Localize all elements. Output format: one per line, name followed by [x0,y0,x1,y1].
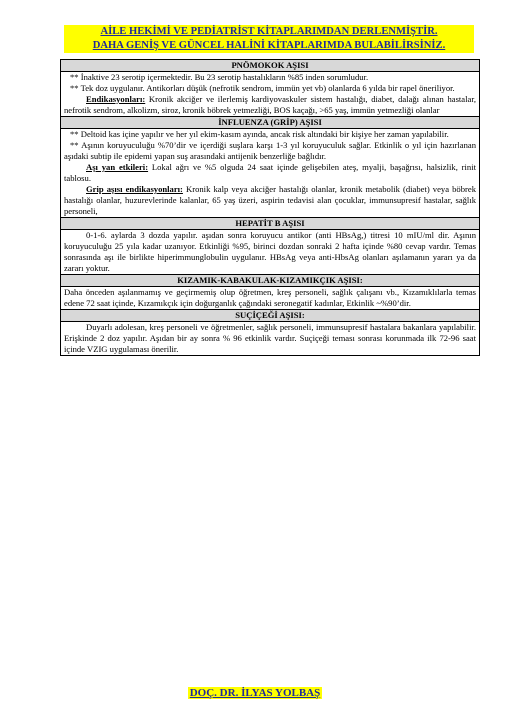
pnomokok-indications-label: Endikasyonları: [86,94,146,104]
section-title-hepatit: HEPATİT B AŞISI [61,217,479,230]
influenza-paragraph-2: ** Aşının koruyuculuğu %70’dir ve içerdiği suşlara karşı 1-3 yıl koruyuculuk sağlar. Etkinlik o yıl için hazırlanan aşıdaki subtip ile epidemi yapan suş arasındaki antijenik benzerliğe bağlıdır. [64,140,476,161]
pnomokok-paragraph-2: ** Tek doz uygulanır. Antikorları düşük (nefrotik sendrom, immün yet vb) olanlarda 6 yılda bir rapel öneriliyor. [70,83,455,93]
section-title-influenza: İNFLUENZA (GRİP) AŞISI [61,116,479,129]
banner-line-1: AİLE HEKİMİ VE PEDİATRİST KİTAPLARIMDAN DERLENMİŞTİR. [100,26,438,37]
influenza-indications-label: Grip aşısı endikasyonları: [86,184,183,194]
hepatit-paragraph-1: 0-1-6. aylarda 3 dozda yapılır. aşıdan sonra koruyucu antikor (anti HBsAg,) titresi 10 mIU/ml dir. Aşının koruyuculuğu 25 yıla kadar uzanıyor. Etkinliği %95, birinci dozdan sonraki 2 hafta içinde %80 cevap vardır. Temas sonrasında aşı ile birlikte hiperimmunglobulin uygulanır. HBsAg veya anti-HbsAg olanları aşılamanın yararı ya da zararı yoktur. [64,230,476,273]
influenza-indications-text: Kronik kalp veya akciğer hastalığı olanlar, kronik metabolik (diabet) veya böbrek hastalığı olanlar, huzurevlerinde kalanlar, 65 yaş üzeri, aspirin tedavisi alan çocuklar, immunsupresif hastalar, sağlık personeli, [64,184,476,216]
influenza-indications [61,184,479,217]
pnomokok-paragraph-1: ** İnaktive 23 serotip içermektedir. Bu 23 serotip hastalıkların %85 inden sorumludur. [70,72,369,82]
header-banner [64,25,474,53]
pnomokok-indications [61,94,479,116]
influenza-side-effects-label: Aşı yan etkileri: [86,162,149,172]
section-title-sucicegi: SUÇİÇEĞİ AŞISI: [61,309,479,322]
kizamik-paragraph-1: Daha önceden aşılanmamış ve geçirmemiş olup öğretmen, kreş personeli, sağlık çalışanı vb., Kızamıklılarla temas edene 72 saat içinde, Kızamıkçık için doğurganlık çağındaki seronegatif kadınlar, Etkinlik ~%90’dir. [64,287,476,308]
pnomokok-indications-text: Kronik akciğer ve ilerlemiş kardiyovaskuler sistem hastalığı, diabet, dalağı alınan hastalar, nefrotik sendrom, alkolizm, siroz, kronik böbrek yetmezliği, BOS kaçağı, >65 yaş, immün yetmezliği olanlar [64,94,476,115]
section-title-pnomokok: PNÖMOKOK AŞISI [61,60,479,72]
influenza-side-effects-text: Lokal ağrı ve %5 olguda 24 saat içinde gelişebilen ateş, myalji, başağrısı, halsizlik, rinit tablosu. [64,162,476,183]
footer [0,683,510,701]
banner-line-2: DAHA GENİŞ VE GÜNCEL HALİNİ KİTAPLARIMDA BULABİLİRSİNİZ. [92,40,446,51]
influenza-paragraph-1: ** Deltoid kas içine yapılır ve her yıl ekim-kasım ayında, ancak risk altındaki bir kişiye her zaman yapılabilir. [70,129,449,139]
influenza-side-effects [61,162,479,184]
sucicegi-paragraph-1: Duyarlı adolesan, kreş personeli ve öğretmenler, sağlık personeli, immunsupresif hastalara bakanlara yapılabilir. Erişkinde 2 doz yapılır. Aşıdan bir ay sonra % 96 etkinlik vardır. Suçiçeği teması sonrası korunmada ilk 72-96 saat içinde VZIG uygulaması önerilir. [64,322,476,354]
author-name: DOÇ. DR. İLYAS YOLBAŞ [189,687,321,699]
vaccine-table [60,59,480,356]
section-title-kizamik: KIZAMIK-KABAKULAK-KIZAMIKÇIK AŞISI: [61,274,479,287]
